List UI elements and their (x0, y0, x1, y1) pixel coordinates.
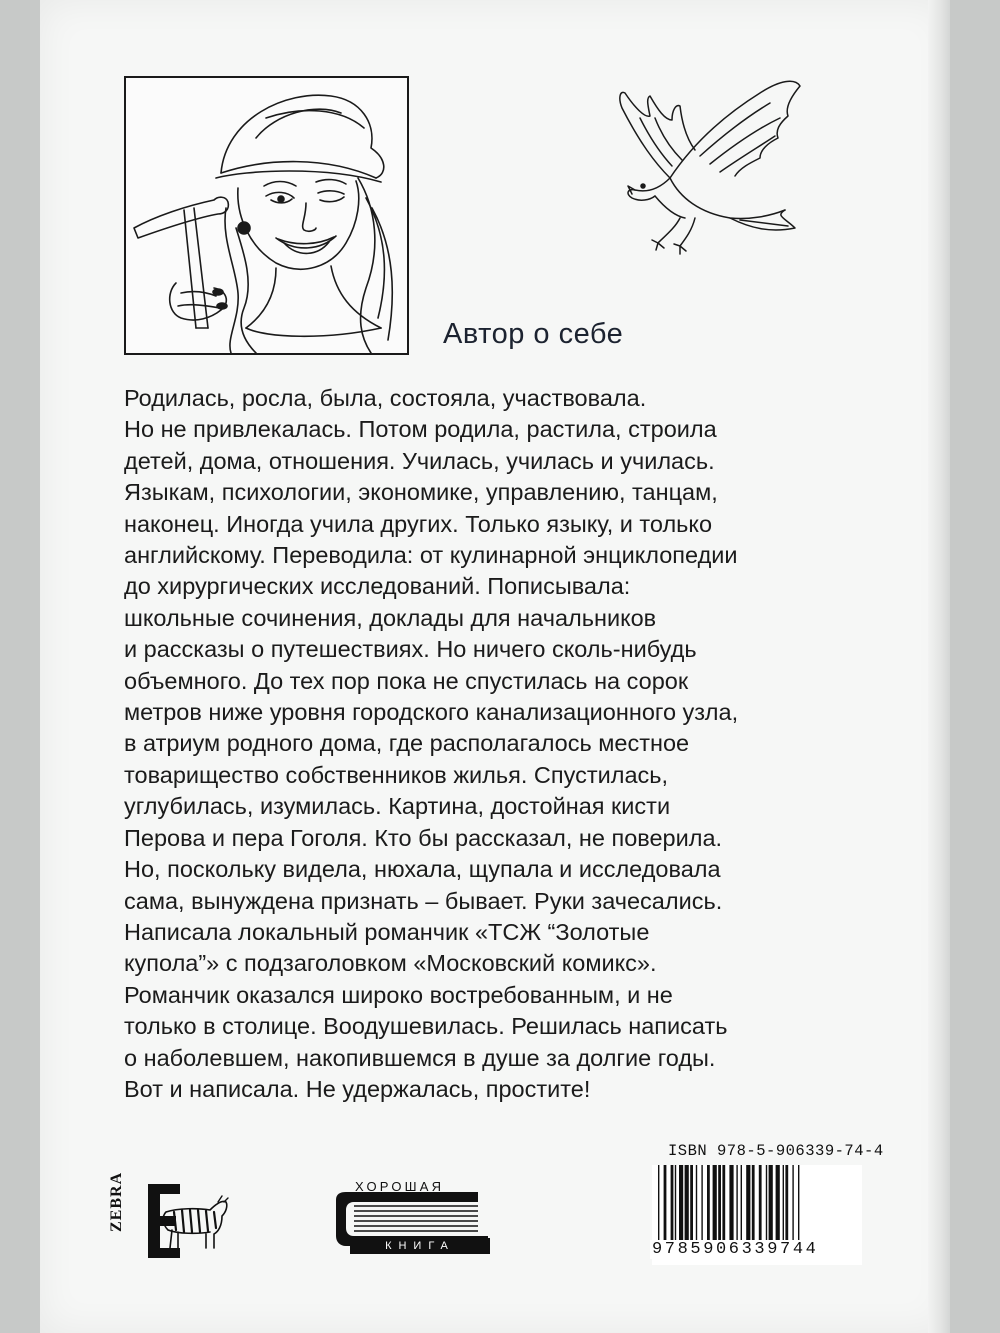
bio-line: школьные сочинения, доклады для начальников (124, 604, 657, 631)
bio-line: Перова и пера Гоголя. Кто бы рассказал, не поверила. (124, 824, 723, 851)
bio-line: углубилась, изумилась. Картина, достойная кисти (124, 793, 671, 820)
barcode-bar (785, 1165, 788, 1243)
barcode-bar (679, 1165, 683, 1243)
author-bio (124, 383, 784, 1105)
bio-line: товарищество собственников жилья. Спустилась, (124, 761, 669, 788)
barcode-bar (685, 1165, 689, 1243)
bio-line: о наболевшем, накопившемся в душе за долгие годы. (124, 1044, 716, 1071)
barcode-bar (792, 1165, 793, 1243)
eagle-illustration (610, 68, 810, 258)
bio-line: Но, поскольку видела, нюхала, щупала и исследовала (124, 856, 721, 883)
barcode-digits: 9785906339744 (652, 1240, 819, 1259)
barcode-bar (690, 1165, 693, 1243)
bio-line: английскому. Переводила: от кулинарной энциклопедии (124, 542, 738, 569)
barcode-bar (769, 1165, 773, 1243)
barcode-bar (701, 1165, 702, 1243)
publisher-bottom-text: КНИГА (350, 1238, 490, 1254)
barcode-bar (783, 1165, 784, 1243)
bio-line: объемного. До тех пор пока не спустилась на сорок (124, 667, 689, 694)
bio-line: Вот и написала. Не удержалась, простите! (124, 1075, 591, 1102)
barcode-bar (798, 1165, 799, 1243)
bio-line: и рассказы о путешествиях. Но ничего сколь-нибудь (124, 636, 697, 663)
section-heading: Автор о себе (443, 318, 624, 350)
barcode-bar (658, 1165, 659, 1243)
barcode-bar (671, 1165, 674, 1243)
barcode-bar (675, 1165, 676, 1243)
zebra-publisher-name: ZEBRA (108, 1171, 125, 1232)
barcode-bar (759, 1165, 762, 1243)
bio-line: Языкам, психологии, экономике, управлению, танцам, (124, 479, 718, 506)
publisher-top-text: ХОРОШАЯ (355, 1179, 445, 1194)
author-portrait-illustration (124, 76, 409, 355)
bio-line: Написала локальный романчик «ТСЖ “Золотые (124, 918, 650, 945)
bio-line: Родилась, росла, была, состояла, участвовала. (124, 385, 647, 411)
barcode-bar (746, 1165, 750, 1243)
zebra-publisher-logo (118, 1182, 238, 1262)
bio-line: сама, вынуждена признать – бывает. Руки зачесались. (124, 887, 723, 914)
barcode-bar (729, 1165, 733, 1243)
barcode-bar (776, 1165, 780, 1243)
barcode-bar (718, 1165, 721, 1243)
barcode-bar (741, 1165, 742, 1243)
barcode-bar (696, 1165, 697, 1243)
bio-line: в атриум родного дома, где располагалось местное (124, 730, 690, 757)
barcode-bar (766, 1165, 767, 1243)
barcode-bar (713, 1165, 717, 1243)
bio-line: до хирургических исследований. Пописывала: (124, 573, 631, 600)
book-spine-edge (928, 0, 950, 1333)
barcode-bar (736, 1165, 737, 1243)
bio-line: метров ниже уровня городского канализационного узла, (124, 699, 739, 726)
barcode-bar (752, 1165, 755, 1243)
barcode-bar (707, 1165, 710, 1243)
bio-line: только в столице. Воодушевилась. Решилась написать (124, 1013, 728, 1040)
bio-line: наконец. Иногда учила других. Только языку, и только (124, 510, 713, 537)
barcode-bar (664, 1165, 667, 1243)
bio-line: купола”» с подзаголовком «Московский комикс». (124, 950, 657, 977)
bio-line: детей, дома, отношения. Училась, училась и училась. (124, 447, 715, 474)
bio-line: Но не привлекалась. Потом родила, растила, строила (124, 416, 717, 443)
bio-line: Романчик оказался широко востребованным, и не (124, 981, 673, 1008)
barcode-bar (722, 1165, 725, 1243)
isbn-label: ISBN 978-5-906339-74-4 (668, 1142, 884, 1160)
